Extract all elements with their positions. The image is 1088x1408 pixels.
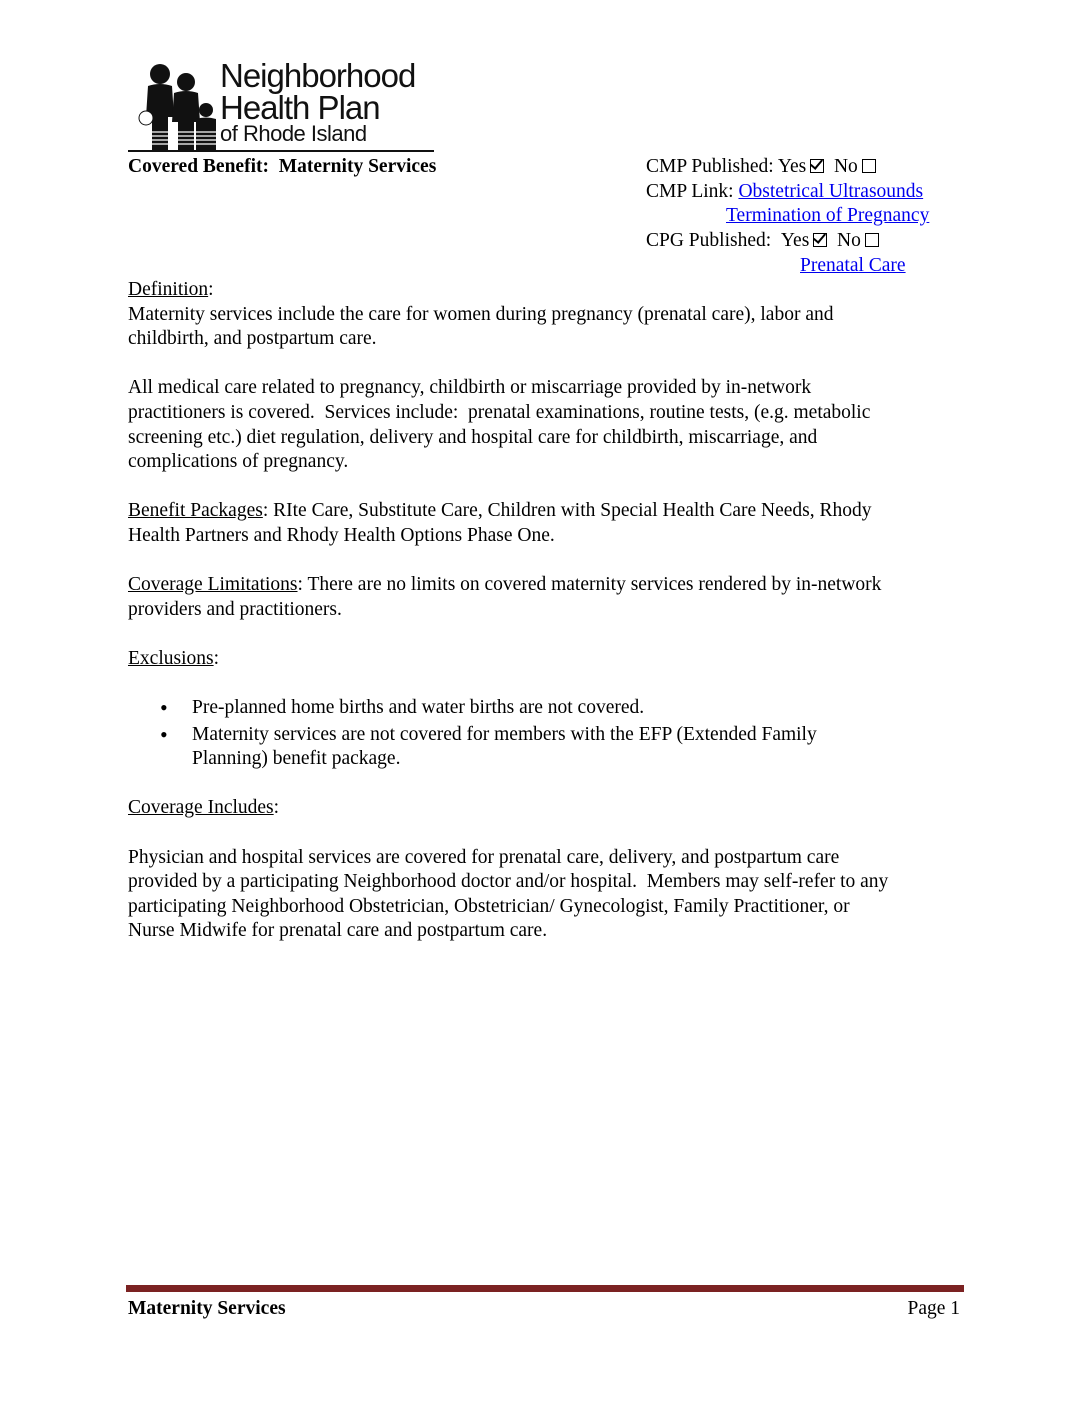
list-item [128,696,988,721]
list-item [128,723,988,772]
exclusions-heading-line: Exclusions: [128,647,220,669]
coverage-includes-heading: Coverage Includes [128,797,274,819]
footer-rule [126,1285,964,1292]
covered-benefit-title: Covered Benefit: Maternity Services [128,156,437,177]
definition-text-1: Maternity services include the care for women during pregnancy (prenatal care), labor and [128,303,834,325]
logo-underline [128,150,434,152]
cpg-published-row [646,229,879,254]
benefit-packages-heading: Benefit Packages [128,500,263,522]
coverage-includes-text-4: Nurse Midwife for prenatal care and postpartum care. [128,920,548,942]
coverage-limitations-text-2: providers and practitioners. [128,598,342,620]
empty-checkbox-icon [865,233,879,247]
benefit-packages-text-1: : RIte Care, Substitute Care, Children with Special Health Care Needs, Rhody [262,500,872,522]
cmp-link-label: CMP Link: [646,181,734,202]
coverage-limitations-line-1 [128,573,988,598]
family-silhouette-icon [128,62,220,152]
logo-line-1: Neighborhood [220,57,416,94]
cmp-link-row [646,180,923,205]
cpg-published-label: CPG Published: [646,230,772,251]
exclusions-heading: Exclusions [128,647,214,669]
document-body [128,278,988,944]
all-medical-text-4: complications of pregnancy. [128,451,349,473]
logo-line-3: of Rhode Island [220,121,367,146]
cpg-link-row [800,254,906,279]
coverage-includes-text-2: provided by a participating Neighborhood doctor and/or hospital. Members may self-refer to any [128,871,889,893]
definition-heading: Definition [128,279,209,300]
coverage-includes-text-3: participating Neighborhood Obstetrician, Obstetrician/ Gynecologist, Family Practitioner, or [128,895,850,917]
cmp-published-label: CMP Published: [646,156,774,177]
definition-text-2: childbirth, and postpartum care. [128,328,377,350]
exclusion-2-line-2: Planning) benefit package. [192,748,401,770]
exclusion-2-line-1: • Maternity services are not covered for members with the EFP (Extended Family [192,723,817,745]
cmp-yes-label: Yes [777,156,807,177]
prenatal-care-link[interactable]: Prenatal Care [800,255,906,276]
footer-title: Maternity Services [128,1298,286,1319]
definition-heading-line: Definition: [128,279,214,300]
coverage-limitations-text-1: : There are no limits on covered maternity services rendered by in-network [297,574,882,596]
cpg-no-label: No [837,230,861,251]
logo-line-2: Health Plan [220,89,380,126]
checked-checkbox-icon [810,159,824,173]
all-medical-text-3: screening etc.) diet regulation, delivery and hospital care for childbirth, miscarriage, and [128,426,818,448]
coverage-limitations-heading: Coverage Limitations [128,574,298,596]
checked-checkbox-icon [813,233,827,247]
logo [128,57,438,154]
termination-of-pregnancy-link[interactable]: Termination of Pregnancy [726,205,930,226]
benefit-packages-line-1 [128,499,988,524]
cmp-no-label: No [833,156,858,177]
coverage-includes-text-1: Physician and hospital services are covered for prenatal care, delivery, and postpartum care [128,846,840,868]
benefit-packages-text-2: Health Partners and Rhody Health Options Phase One. [128,524,555,546]
cmp-link-row-2 [726,204,929,229]
exclusion-1: Pre-planned home births and water births are not covered. [192,697,645,719]
all-medical-text-1: All medical care related to pregnancy, childbirth or miscarriage provided by in-network [128,377,812,399]
exclusions-list [128,696,988,772]
cmp-published-row [646,155,876,180]
obstetrical-ultrasounds-link[interactable]: Obstetrical Ultrasounds [738,181,924,202]
all-medical-text-2: practitioners is covered. Services include: prenatal examinations, routine tests, (e.g. metabolic [128,401,871,423]
page-number: Page 1 [907,1298,960,1319]
empty-checkbox-icon [862,159,876,173]
cpg-yes-label: Yes [780,230,810,251]
coverage-includes-heading-line: Coverage Includes: [128,797,280,819]
